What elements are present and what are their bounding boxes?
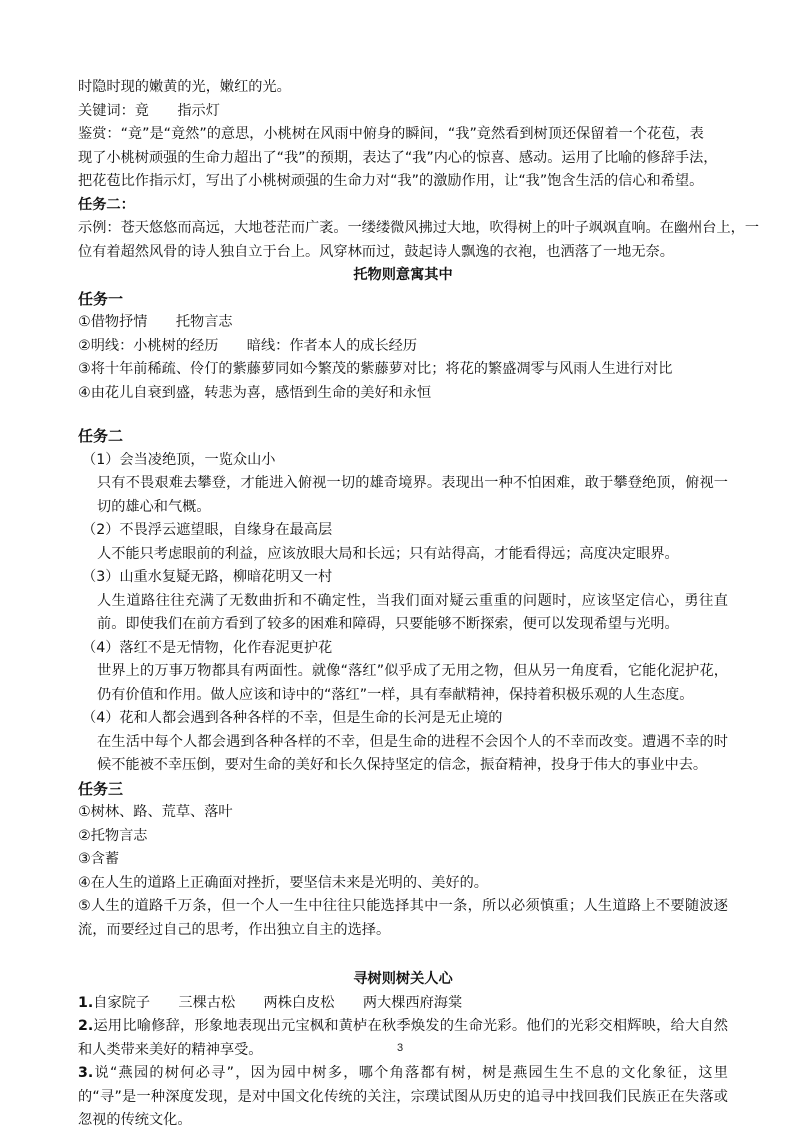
appreciation-line: 鉴赏：“竟”是“竟然”的意思，小桃树在风雨中俯身的瞬间，“我”竟然看到树顶还保留着一个花苞，表: [78, 126, 704, 142]
list-item: ⑤人生的道路千万条，但一个人一生中往往只能选择其中一条，所以必须慎重；人生道路上不要随波逐流，而要经过自己的思考，作出独立自主的选择。: [78, 898, 728, 938]
item-number: 1.: [78, 994, 94, 1011]
item-number: 2.: [78, 1018, 94, 1034]
text-line: 时隐时现的嫩黄的光，嫩红的光。: [78, 79, 291, 95]
task-heading: 任务二: [78, 427, 124, 445]
section-title: 托物则意寓其中: [353, 267, 453, 283]
section-title: 寻树则树关人心: [353, 971, 453, 987]
answer-paragraph: 只有不畏艰难去攀登，才能进入俯视一切的雄奇境界。表现出一种不怕困难，敢于攀登绝顶，俯视一切的雄心和气概。: [97, 475, 728, 515]
poem-line: （4）落红不是无情物，化作春泥更护花: [82, 639, 333, 656]
document-content: [78, 76, 760, 1133]
list-item: ①借物抒情 托物言志: [78, 314, 233, 330]
poem-line: （1）会当凌绝顶，一览众山小: [82, 451, 276, 468]
list-item: ①树林、路、荒草、落叶: [78, 804, 233, 820]
keywords-line: 关键词：竟 指示灯: [78, 102, 220, 119]
list-item: ④由花儿自衰到盛，转悲为喜，感悟到生命的美好和永恒: [78, 384, 432, 401]
poem-line: （3）山重水复疑无路，柳暗花明又一村: [82, 569, 333, 585]
task-heading: 任务一: [78, 289, 124, 308]
list-item: [78, 992, 728, 1016]
list-item: ③将十年前稀疏、伶仃的紫藤萝同如今繁茂的紫藤萝对比；将花的繁盛凋零与风雨人生进行对比: [78, 361, 673, 377]
list-item: ②明线：小桃树的经历 暗线：作者本人的成长经历: [78, 337, 418, 354]
answer-paragraph: 在生活中每个人都会遇到各种各样的不幸，但是生命的进程不会因个人的不幸而改变。遭遇不幸的时候不能被不幸压倒，要对生命的美好和长久保持坚定的信念，振奋精神，投身于伟大的事业中去。: [97, 733, 728, 773]
page-number: 3: [396, 1042, 404, 1054]
poem-line: （4）花和人都会遇到各种各样的不幸，但是生命的长河是无止境的: [82, 710, 503, 726]
answer-paragraph: 人生道路往往充满了无数曲折和不确定性，当我们面对疑云重重的问题时，应该坚定信心，勇往直前。即使我们在前方看到了较多的困难和障碍，只要能够不断探索，便可以发现希望与光明。: [97, 592, 728, 632]
poem-line: （2）不畏浮云遮望眼，自缘身在最高层: [82, 522, 333, 538]
item-text: 自家院子 三棵古松 两株白皮松 两大棵西府海棠: [93, 994, 463, 1011]
appreciation-line: 现了小桃树顽强的生命力超出了“我”的预期，表达了“我”内心的惊喜、感动。运用了比喻的修辞手法，: [78, 149, 718, 166]
list-item: ②托物言志: [78, 827, 148, 844]
item-text: 运用比喻修辞，形象地表现出元宝枫和黄栌在秋季焕发的生命光彩。他们的光彩交相辉映，给大自然和人类带来美好的精神享受。: [78, 1018, 728, 1058]
list-item: ④在人生的道路上正确面对挫折，要坚信未来是光明的、美好的。: [78, 874, 488, 891]
appreciation-line: 把花苞比作指示灯，写出了小桃树顽强的生命力对“我”的激励作用，让“我”饱含生活的信心和希望。: [78, 173, 704, 189]
task-heading: 任务三: [78, 779, 124, 798]
example-line: 示例：苍天悠悠而高远，大地苍茫而广袤。一缕缕微风拂过大地，吹得树上的叶子飒飒直响。在幽州台上，一: [78, 220, 760, 236]
list-item: [78, 1062, 728, 1133]
item-number: 3.: [78, 1065, 94, 1081]
task-heading: 任务二：: [78, 196, 135, 213]
example-line: 位有着超然风骨的诗人独自立于台上。风穿林而过，鼓起诗人飘逸的衣袍，也洒落了一地无奈。: [78, 243, 674, 260]
list-item: ③含蓄: [78, 851, 120, 867]
answer-paragraph: 人不能只考虑眼前的利益，应该放眼大局和长远；只有站得高，才能看得远；高度决定眼界。: [97, 545, 679, 562]
item-text: 说“燕园的树何必寻”，因为园中树多，哪个角落都有树，树是燕园生生不息的文化象征，这里的“寻”是一种深度发现，是对中国文化传统的关注，宗璞试图从历史的追寻中找回我们民族正在失落或忽视的传统文化。: [78, 1065, 728, 1128]
answer-paragraph: 世界上的万事万物都具有两面性。就像“落红”似乎成了无用之物，但从另一角度看，它能化泥护花，仍有价值和作用。做人应该和诗中的“落红”一样，具有奉献精神，保持着积极乐观的人生态度。: [97, 663, 728, 703]
